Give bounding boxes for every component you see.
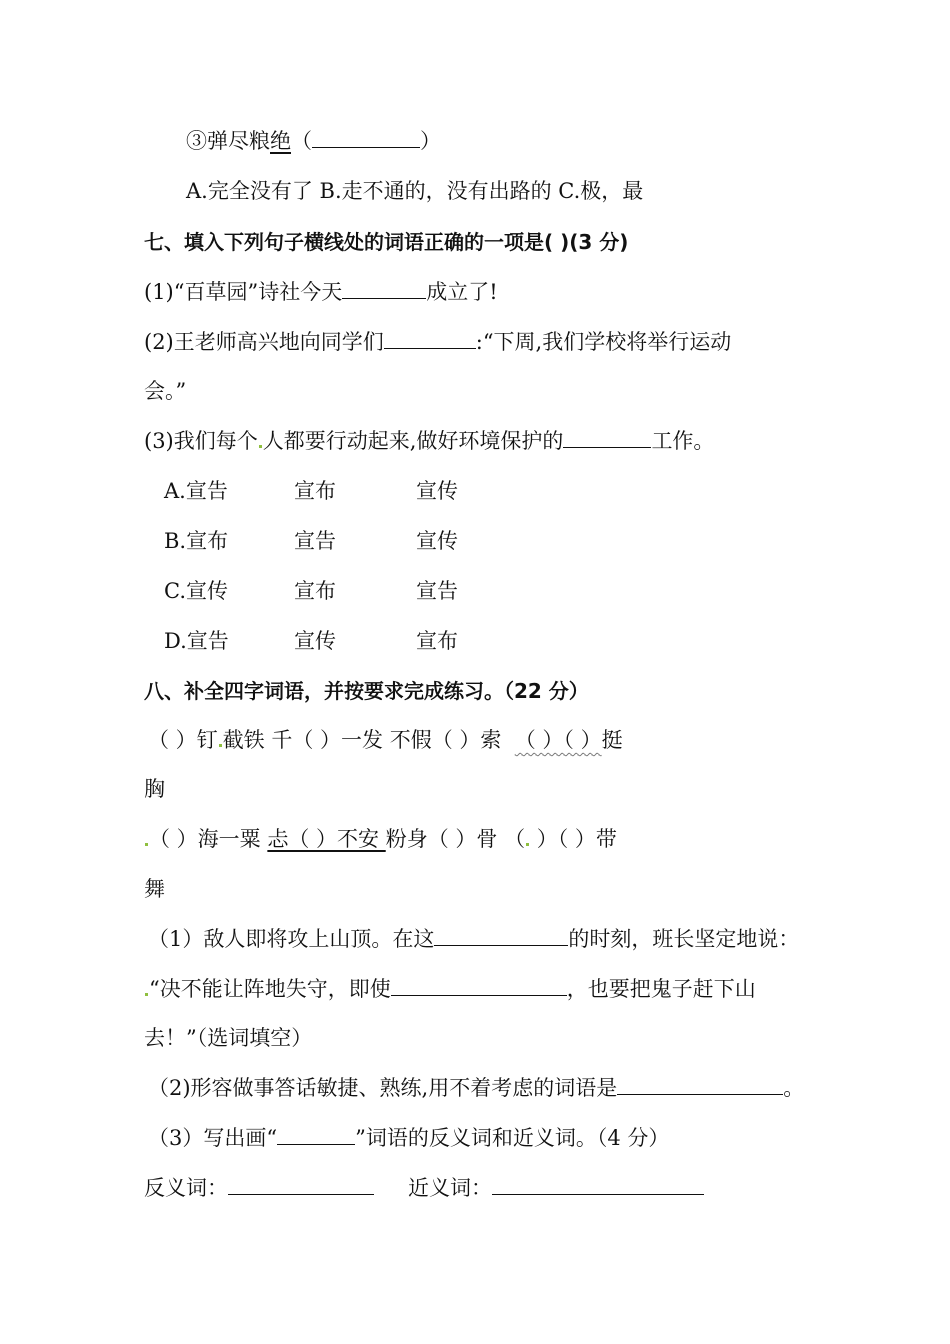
answer-blank[interactable] [391, 975, 567, 996]
q8-heading: 八、补全四字词语，并按要求完成练习。（22 分） [144, 679, 589, 703]
synonym-blank[interactable] [492, 1174, 704, 1195]
answer-blank[interactable] [617, 1074, 783, 1095]
q6-options: A.完全没有了 B.走不通的，没有出路的 C.极，最 [186, 179, 644, 203]
q7-sentence-2-wrap: 会。” [144, 379, 187, 403]
q7-heading: 七、填入下列句子横线处的词语正确的一项是( )(3 分) [144, 230, 629, 254]
q8-idioms-row-2-wrap: 舞 [144, 877, 165, 901]
answer-blank[interactable] [434, 925, 568, 946]
antonym-blank[interactable] [228, 1174, 374, 1195]
q8-idioms-row-1-wrap: 胸 [144, 777, 165, 801]
mark-dot [145, 993, 148, 996]
mark-dot [526, 843, 529, 846]
mark-dot [259, 445, 262, 448]
q8-part-1-line-2: “决不能让阵地失守，即使 ，也要把鬼子赶下山 [144, 975, 756, 1003]
mark-dot [219, 744, 222, 747]
q8-antonym-synonym: 反义词： 近义词： [144, 1174, 704, 1202]
q6-item3: ③弹尽粮绝（ ） [186, 129, 441, 153]
mark-dot [145, 843, 148, 846]
q8-part-1-line-3: 去！”（选词填空） [144, 1026, 313, 1050]
underlined-idiom[interactable]: 忐（ ）不安 [267, 827, 386, 851]
answer-blank[interactable] [312, 127, 420, 148]
wavy-underlined-idiom[interactable]: （ ）（ ） [514, 728, 602, 752]
q8-part-1: （1）敌人即将攻上山顶。在这 的时刻，班长坚定地说： [148, 927, 800, 951]
answer-blank[interactable] [384, 328, 476, 349]
q7-sentence-2: (2)王老师高兴地向同学们 :“下周,我们学校将举行运动 [144, 330, 732, 354]
q8-part-2: （2)形容做事答话敏捷、熟练,用不着考虑的词语是 。 [148, 1076, 805, 1100]
underlined-char: 绝 [270, 129, 291, 153]
q7-sentence-3: (3)我们每个 人都要行动起来,做好环境保护的 工作。 [144, 429, 715, 453]
q8-part-3: （3）写出画“ ”词语的反义词和近义词。（4 分） [148, 1126, 670, 1150]
answer-blank[interactable] [277, 1124, 355, 1145]
answer-blank[interactable] [342, 278, 426, 299]
q8-idioms-row-2: （ ）海一粟 忐（ ）不安 粉身（ ）骨 （ ）（ ）带 [144, 825, 617, 853]
answer-blank[interactable] [563, 427, 651, 448]
q8-idioms-row-1: （ ）钉 截铁 千（ ）一发 不假（ ）索 （ ）（ ）挺 [148, 728, 623, 752]
q7-sentence-1: (1)“百草园”诗社今天 成立了! [144, 280, 498, 304]
